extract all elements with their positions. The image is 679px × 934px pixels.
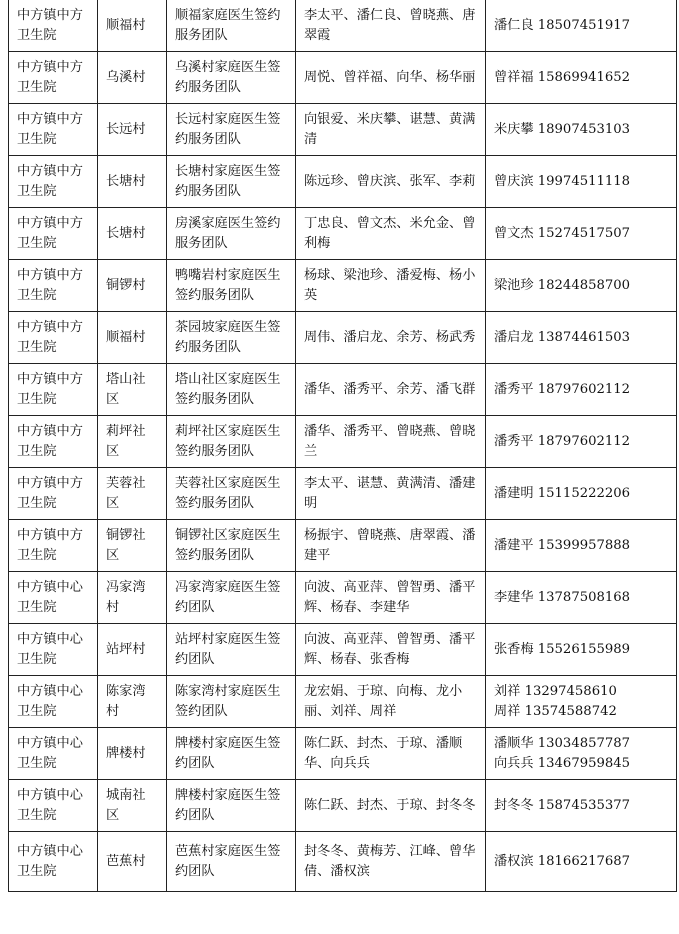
team-name-cell: 顺福家庭医生签约服务团队 — [167, 0, 296, 52]
team-members-cell: 丁忠良、曾文杰、米允金、曾利梅 — [296, 208, 486, 260]
contact-person-phone: 张香梅 15526155989 — [494, 641, 631, 657]
team-name-cell: 芙蓉社区家庭医生签约服务团队 — [167, 468, 296, 520]
team-name-cell: 长塘村家庭医生签约服务团队 — [167, 156, 296, 208]
table-row — [9, 624, 677, 676]
team-name-cell: 站坪村家庭医生签约团队 — [167, 624, 296, 676]
team-name-cell: 莉坪社区家庭医生签约服务团队 — [167, 416, 296, 468]
table-row — [9, 312, 677, 364]
team-members-cell: 杨振宇、曾晓燕、唐翠霞、潘建平 — [296, 520, 486, 572]
village-cell: 铜锣社区 — [98, 520, 167, 572]
team-members-cell: 封冬冬、黄梅芳、江峰、曾华倩、潘权滨 — [296, 832, 486, 892]
contact-cell — [486, 156, 677, 208]
village-cell: 冯家湾村 — [98, 572, 167, 624]
village-cell: 塔山社区 — [98, 364, 167, 416]
contact-person-phone: 曾文杰 15274517507 — [494, 225, 631, 241]
table-row — [9, 0, 677, 52]
contact-cell — [486, 676, 677, 728]
contact-person-phone: 潘秀平 18797602112 — [494, 433, 631, 449]
table-row — [9, 780, 677, 832]
table-row — [9, 676, 677, 728]
village-cell: 芭蕉村 — [98, 832, 167, 892]
table-row — [9, 208, 677, 260]
team-name-cell: 鸭嘴岩村家庭医生签约服务团队 — [167, 260, 296, 312]
contact-cell — [486, 104, 677, 156]
village-cell: 城南社区 — [98, 780, 167, 832]
team-name-cell: 冯家湾家庭医生签约团队 — [167, 572, 296, 624]
team-members-cell: 李太平、谌慧、黄满清、潘建明 — [296, 468, 486, 520]
team-members-cell: 周伟、潘启龙、余芳、杨武秀 — [296, 312, 486, 364]
contact-person-phone: 李建华 13787508168 — [494, 589, 631, 605]
table-body — [9, 0, 677, 892]
contact-person-phone: 潘权滨 18166217687 — [494, 853, 631, 869]
team-name-cell: 牌楼村家庭医生签约团队 — [167, 728, 296, 780]
village-cell: 铜锣村 — [98, 260, 167, 312]
contact-cell — [486, 52, 677, 104]
contact-cell — [486, 312, 677, 364]
contact-cell — [486, 728, 677, 780]
contact-cell — [486, 0, 677, 52]
team-members-cell: 杨球、梁池珍、潘爱梅、杨小英 — [296, 260, 486, 312]
hospital-cell: 中方镇中方卫生院 — [9, 520, 98, 572]
team-name-cell: 长远村家庭医生签约服务团队 — [167, 104, 296, 156]
contact-person-phone: 潘建平 15399957888 — [494, 537, 631, 553]
team-name-cell: 芭蕉村家庭医生签约团队 — [167, 832, 296, 892]
table-row — [9, 468, 677, 520]
contact-person-phone: 潘秀平 18797602112 — [494, 381, 631, 397]
table-row — [9, 728, 677, 780]
village-cell: 莉坪社区 — [98, 416, 167, 468]
table-row — [9, 832, 677, 892]
team-name-cell: 茶园坡家庭医生签约服务团队 — [167, 312, 296, 364]
contact-person-phone: 封冬冬 15874535377 — [494, 797, 631, 813]
table-row — [9, 364, 677, 416]
hospital-cell: 中方镇中方卫生院 — [9, 52, 98, 104]
hospital-cell: 中方镇中方卫生院 — [9, 208, 98, 260]
contact-person-phone: 曾庆滨 19974511118 — [494, 173, 631, 189]
contact-person-phone: 潘顺华 13034857787 — [494, 735, 631, 751]
contact-cell — [486, 780, 677, 832]
hospital-cell: 中方镇中心卫生院 — [9, 624, 98, 676]
team-members-cell: 李太平、潘仁良、曾晓燕、唐翠霞 — [296, 0, 486, 52]
hospital-cell: 中方镇中心卫生院 — [9, 676, 98, 728]
team-members-cell: 潘华、潘秀平、曾晓燕、曾晓兰 — [296, 416, 486, 468]
hospital-cell: 中方镇中方卫生院 — [9, 156, 98, 208]
team-name-cell: 房溪家庭医生签约服务团队 — [167, 208, 296, 260]
contact-person-phone: 向兵兵 13467959845 — [494, 755, 631, 771]
village-cell: 顺福村 — [98, 312, 167, 364]
hospital-cell: 中方镇中方卫生院 — [9, 104, 98, 156]
team-members-cell: 向波、高亚萍、曾智勇、潘平辉、杨春、张香梅 — [296, 624, 486, 676]
team-name-cell: 牌楼村家庭医生签约团队 — [167, 780, 296, 832]
hospital-cell: 中方镇中心卫生院 — [9, 728, 98, 780]
table-row — [9, 52, 677, 104]
village-cell: 陈家湾村 — [98, 676, 167, 728]
team-members-cell: 向银爱、米庆攀、谌慧、黄满清 — [296, 104, 486, 156]
hospital-cell: 中方镇中心卫生院 — [9, 780, 98, 832]
team-name-cell: 铜锣社区家庭医生签约服务团队 — [167, 520, 296, 572]
contact-person-phone: 米庆攀 18907453103 — [494, 121, 631, 137]
contact-cell — [486, 468, 677, 520]
village-cell: 乌溪村 — [98, 52, 167, 104]
contact-person-phone: 潘启龙 13874461503 — [494, 329, 631, 345]
contact-cell — [486, 260, 677, 312]
team-members-cell: 陈仁跃、封杰、于琼、潘顺华、向兵兵 — [296, 728, 486, 780]
family-doctor-team-table — [8, 0, 677, 892]
table-row — [9, 572, 677, 624]
team-members-cell: 龙宏娟、于琼、向梅、龙小丽、刘祥、周祥 — [296, 676, 486, 728]
team-name-cell: 塔山社区家庭医生签约服务团队 — [167, 364, 296, 416]
village-cell: 牌楼村 — [98, 728, 167, 780]
table-row — [9, 156, 677, 208]
village-cell: 顺福村 — [98, 0, 167, 52]
hospital-cell: 中方镇中方卫生院 — [9, 364, 98, 416]
contact-cell — [486, 832, 677, 892]
contact-person-phone: 潘建明 15115222206 — [494, 485, 631, 501]
contact-cell — [486, 416, 677, 468]
contact-cell — [486, 364, 677, 416]
hospital-cell: 中方镇中方卫生院 — [9, 468, 98, 520]
team-name-cell: 乌溪村家庭医生签约服务团队 — [167, 52, 296, 104]
contact-cell — [486, 208, 677, 260]
contact-person-phone: 周祥 13574588742 — [494, 703, 617, 719]
hospital-cell: 中方镇中心卫生院 — [9, 572, 98, 624]
table-row — [9, 520, 677, 572]
village-cell: 长塘村 — [98, 208, 167, 260]
team-members-cell: 陈仁跃、封杰、于琼、封冬冬 — [296, 780, 486, 832]
contact-cell — [486, 572, 677, 624]
contact-cell — [486, 624, 677, 676]
table-row — [9, 416, 677, 468]
hospital-cell: 中方镇中方卫生院 — [9, 260, 98, 312]
hospital-cell: 中方镇中方卫生院 — [9, 416, 98, 468]
village-cell: 长塘村 — [98, 156, 167, 208]
contact-person-phone: 梁池珍 18244858700 — [494, 277, 631, 293]
contact-person-phone: 曾祥福 15869941652 — [494, 69, 631, 85]
village-cell: 站坪村 — [98, 624, 167, 676]
table-row — [9, 260, 677, 312]
hospital-cell: 中方镇中心卫生院 — [9, 832, 98, 892]
table-row — [9, 104, 677, 156]
team-name-cell: 陈家湾村家庭医生签约团队 — [167, 676, 296, 728]
contact-person-phone: 刘祥 13297458610 — [494, 683, 617, 699]
hospital-cell: 中方镇中方卫生院 — [9, 0, 98, 52]
team-members-cell: 陈远珍、曾庆滨、张军、李莉 — [296, 156, 486, 208]
team-members-cell: 周悦、曾祥福、向华、杨华丽 — [296, 52, 486, 104]
contact-cell — [486, 520, 677, 572]
team-members-cell: 向波、高亚萍、曾智勇、潘平辉、杨春、李建华 — [296, 572, 486, 624]
village-cell: 芙蓉社区 — [98, 468, 167, 520]
contact-person-phone: 潘仁良 18507451917 — [494, 17, 631, 33]
village-cell: 长远村 — [98, 104, 167, 156]
team-members-cell: 潘华、潘秀平、余芳、潘飞群 — [296, 364, 486, 416]
hospital-cell: 中方镇中方卫生院 — [9, 312, 98, 364]
